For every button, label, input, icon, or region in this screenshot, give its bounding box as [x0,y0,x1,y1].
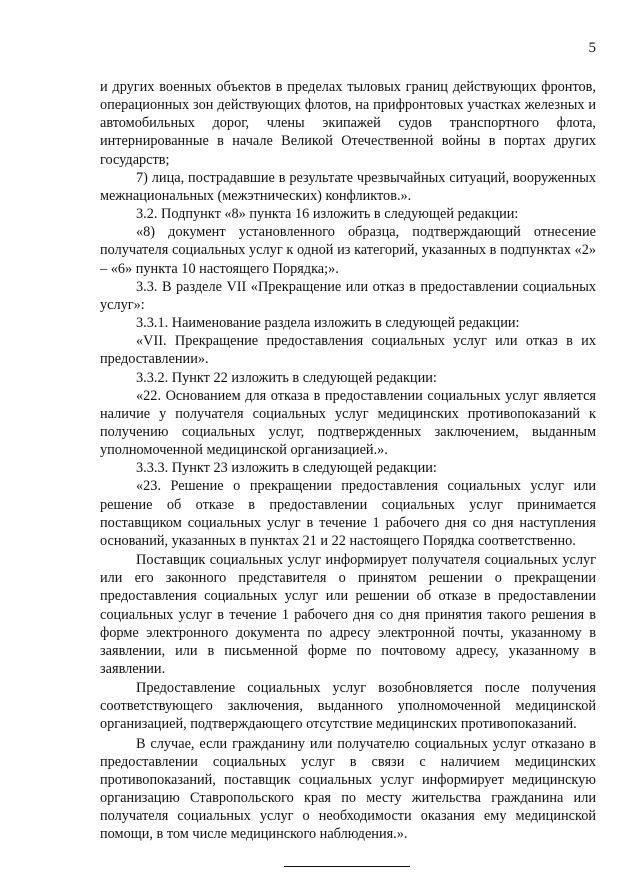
paragraph-provider-informs: Поставщик социальных услуг информирует получателя социальных услуг или его законного представителя о принятом решении о прекращении предоставления социальных услуг или решении об отказе в предоставлении социальных услуг в течение 1 рабочего дня со дня принятия такого решения в форме электронного документа по адресу электронной почты, указанному в заявлении, или в письменной форме по почтовому адресу, указанному в заявлении. [100,552,596,677]
paragraph-subitem-8: «8) документ установленного образца, подтверждающий отнесение получателя социальных услуг к одной из категорий, указанных в подпунктах «2» – «6» пункта 10 настоящего Порядка;». [100,224,596,277]
paragraph-item-7: 7) лица, пострадавшие в результате чрезвычайных ситуаций, вооруженных межнациональных (межэтнических) конфликтов.». [100,169,596,204]
paragraph-3-3: 3.3. В разделе VII «Прекращение или отказ в предоставлении социальных услуг»: [100,278,596,313]
paragraph-3-3-1: 3.3.1. Наименование раздела изложить в следующей редакции: [136,315,520,332]
paragraph-3-3-3: 3.3.3. Пункт 23 изложить в следующей редакции: [136,460,437,477]
paragraph-3-3-2: 3.3.2. Пункт 22 изложить в следующей редакции: [136,369,437,386]
page-number: 5 [588,40,596,56]
document-body [100,78,596,844]
footer-divider [284,866,410,867]
paragraph-3-2: 3.2. Подпункт «8» пункта 16 изложить в следующей редакции: [136,206,519,223]
paragraph-item-23: «23. Решение о прекращении предоставления социальных услуг или решение об отказе в предоставлении социальных услуг принимается поставщиком социальных услуг в течение 1 рабочего дня со дня наступления оснований, указанных в пунктах 21 и 22 настоящего Порядка соответственно. [100,478,596,549]
paragraph-section-vii-title: «VII. Прекращение предоставления социальных услуг или отказ в их предоставлении». [100,333,596,368]
paragraph-resumption: Предоставление социальных услуг возобновляется после получения соответствующего заключения, выданного уполномоченной медицинской организацией, подтверждающего отсутствие медицинских противопоказаний. [100,680,596,733]
paragraph-refusal-case: В случае, если гражданину или получателю социальных услуг отказано в предоставлении социальных услуг в связи с наличием медицинских противопоказаний, поставщик социальных услуг информирует медицинскую организацию Ставропольского края по месту жительства гражданина или получателя социальных услуг о необходимости оказания ему медицинской помощи, в том числе медицинского наблюдения.». [100,735,596,843]
paragraph-continuation: и других военных объектов в пределах тыловых границ действующих фронтов, операционных зон действующих флотов, на прифронтовых участках железных и автомобильных дорог, члены экипажей судов транспортного флота, интернированные в начале Великой Отечественной войны в портах других государств; [100,79,596,168]
paragraph-item-22: «22. Основанием для отказа в предоставлении социальных услуг является наличие у получателя социальных услуг медицинских противопоказаний к получению социальных услуг, подтвержденных заключением, выданным уполномоченной медицинской организацией.». [100,387,596,459]
